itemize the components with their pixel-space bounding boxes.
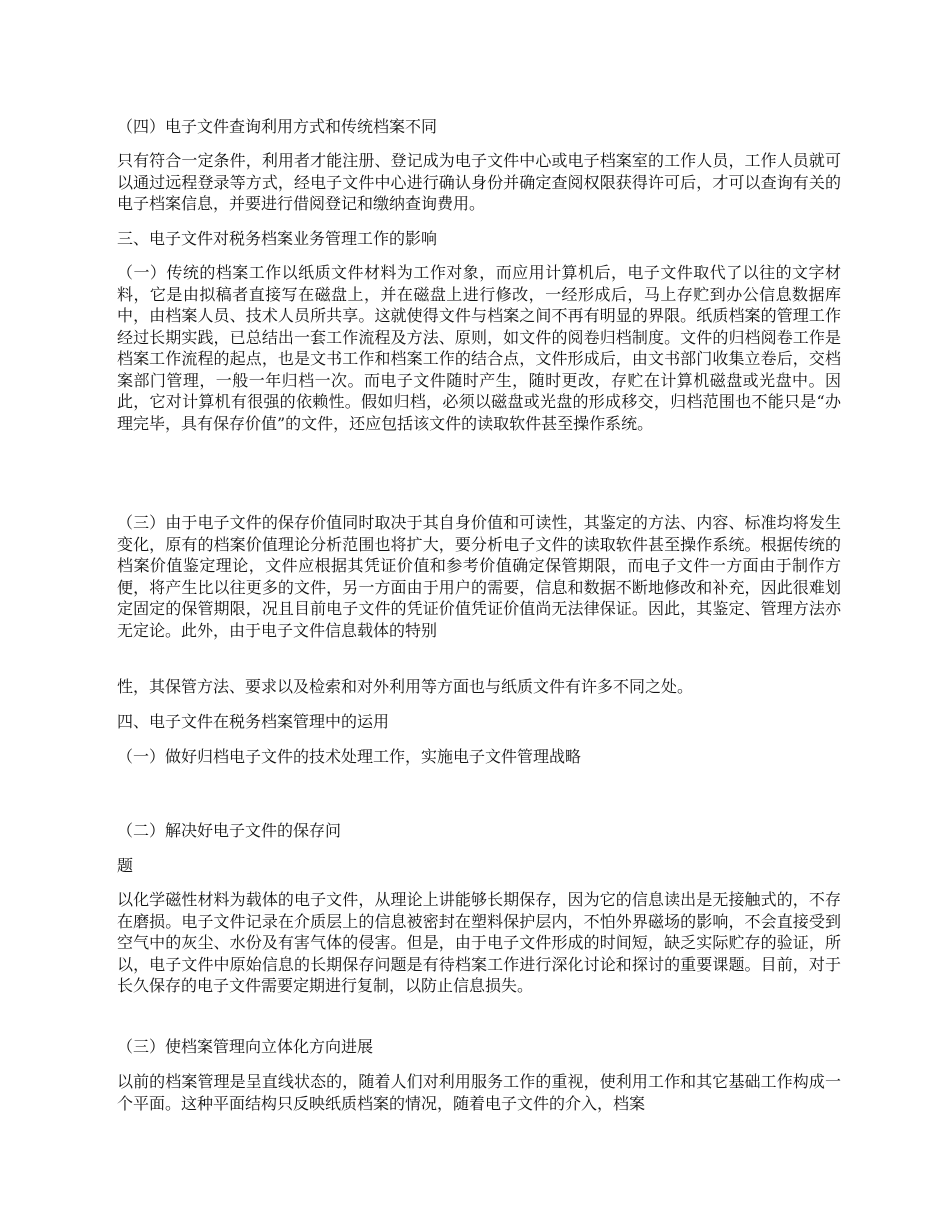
paragraph-magnetic-media: 以化学磁性材料为载体的电子文件，从理论上讲能够长期保存，因为它的信息读出是无接触式的，不存在磨损。电子文件记录在介质层上的信息被密封在塑料保护层内，不怕外界磁场的影响，不会直接受到空气中的灰尘、水份及有害气体的侵害。但是，由于电子文件形成的时间短，缺乏实际贮存的验证，所以，电子文件中原始信息的长期保存问题是有待档案工作进行深化讨论和探讨的重要课题。目前，对于长久保存的电子文件需要定期进行复制，以防止信息损失。 — [117, 890, 841, 995]
section-heading-4: 四、电子文件在税务档案管理中的运用 — [117, 712, 390, 731]
paragraph-preservation-value: （三）由于电子文件的保存价值同时取决于其自身价值和可读性，其鉴定的方法、内容、标准均将发生变化，原有的档案价值理论分析范围也将扩大，要分析电子文件的读取软件甚至操作系统。根据传统的档案价值鉴定理论，文件应根据其凭证价值和参考价值确定保管期限，而电子文件一方面由于制作方便，将产生比以往更多的文件，另一方面由于用户的需要，信息和数据不断地修改和补充，因此很难划定固定的保管期限，况且目前电子文件的凭证价值凭证价值尚无法律保证。因此，其鉴定、管理方法亦无定论。此外，由于电子文件信息载体的特别 — [117, 513, 841, 640]
subheading-3-three-dimensional: （三）使档案管理向立体化方向进展 — [117, 1037, 374, 1056]
section-heading-3: 三、电子文件对税务档案业务管理工作的影响 — [117, 229, 438, 248]
paragraph-preservation-continued: 题 — [117, 856, 134, 875]
paragraph-storage-methods: 性，其保管方法、要求以及检索和对外利用等方面也与纸质文件有许多不同之处。 — [117, 677, 694, 696]
paragraph-linear-management: 以前的档案管理是呈直线状态的，随着人们对利用服务工作的重视，使利用工作和其它基础工作构成一个平面。这种平面结构只反映纸质档案的情况，随着电子文件的介入，档案 — [117, 1072, 841, 1113]
paragraph-query-conditions: 只有符合一定条件，利用者才能注册、登记成为电子文件中心或电子档案室的工作人员，工作人员就可以通过远程登录等方式，经电子文件中心进行确认身份并确定查阅权限获得许可后，才可以查询有关的电子档案信息，并要进行借阅登记和缴纳查询费用。 — [117, 151, 841, 213]
subheading-2-preservation: （二）解决好电子文件的保存问 — [117, 821, 342, 840]
subheading-4-query-methods: （四）电子文件查询利用方式和传统档案不同 — [117, 117, 438, 136]
subheading-1-technical-processing: （一）做好归档电子文件的技术处理工作，实施电子文件管理战略 — [117, 747, 582, 766]
paragraph-traditional-archives: （一）传统的档案工作以纸质文件材料为工作对象，而应用计算机后，电子文件取代了以往的文字材料，它是由拟稿者直接写在磁盘上，并在磁盘上进行修改，一经形成后，马上存贮到办公信息数据库中，由档案人员、技术人员所共享。这就使得文件与档案之间不再有明显的界限。纸质档案的管理工作经过长期实践，已总结出一套工作流程及方法、原则，如文件的阅卷归档制度。文件的归档阅卷工作是档案工作流程的起点，也是文书工作和档案工作的结合点，文件形成后，由文书部门收集立卷后，交档案部门管理，一般一年归档一次。而电子文件随时产生，随时更改，存贮在计算机磁盘或光盘中。因此，它对计算机有很强的依赖性。假如归档，必须以磁盘或光盘的形成移交，归档范围也不能只是“办理完毕，具有保存价值”的文件，还应包括该文件的读取软件甚至操作系统。 — [117, 263, 841, 433]
